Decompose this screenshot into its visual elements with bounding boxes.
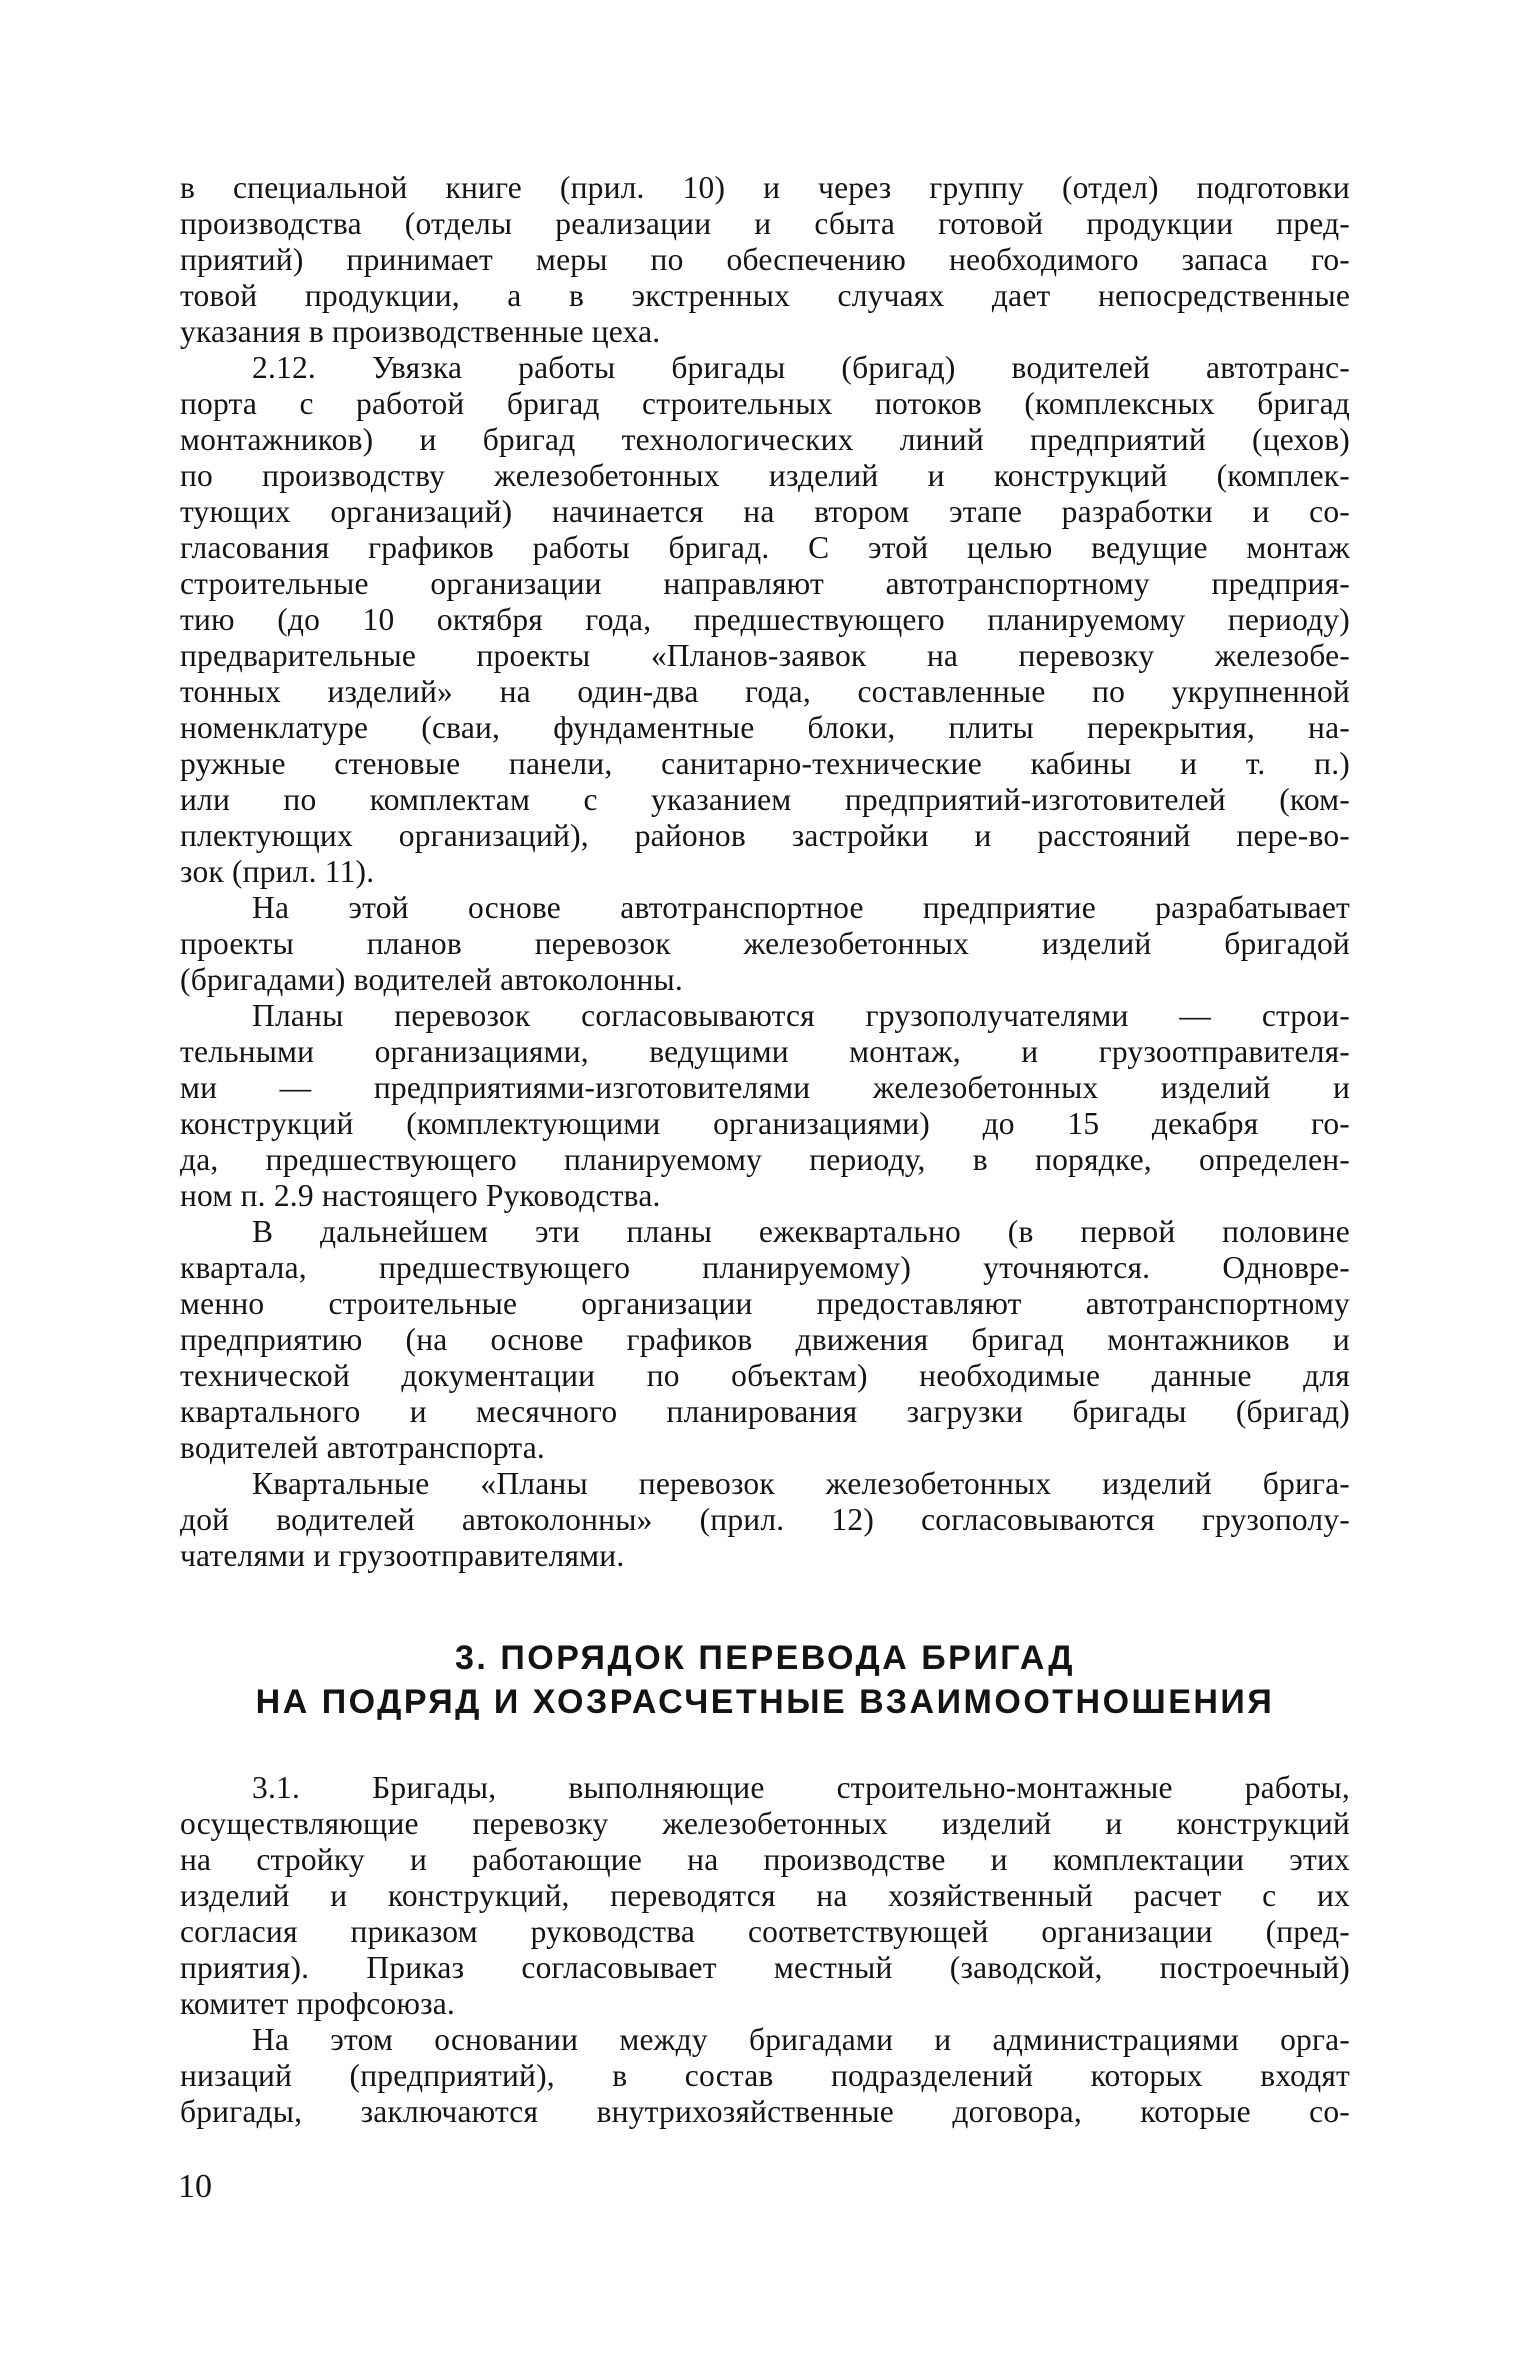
body-text-block-1: [180, 170, 1350, 1574]
text-line: водителей автотранспорта.: [180, 1430, 545, 1465]
text-line: В дальнейшем эти планы ежеквартально (в первой половине: [252, 1214, 1350, 1249]
text-line: квартального и месячного планирования загрузки бригады (бригад): [180, 1394, 1350, 1429]
text-line: товой продукции, а в экстренных случаях дает непосредственные: [180, 278, 1350, 313]
text-line: порта с работой бригад строительных потоков (комплексных бригад: [180, 386, 1350, 421]
text-line: указания в производственные цеха.: [180, 314, 661, 349]
text-line: согласия приказом руководства соответствующей организации (пред-: [180, 1914, 1350, 1949]
text-line: дой водителей автоколонны» (прил. 12) согласовываются грузополу-: [180, 1502, 1350, 1537]
text-line: приятий) принимает меры по обеспечению необходимого запаса го-: [180, 242, 1350, 277]
text-line: тующих организаций) начинается на втором этапе разработки и со-: [180, 494, 1350, 529]
text-line: чателями и грузоотправителями.: [180, 1538, 625, 1573]
text-line: предприятию (на основе графиков движения бригад монтажников и: [180, 1322, 1350, 1357]
body-text-block-2: [180, 1770, 1350, 2130]
text-line: На этом основании между бригадами и администрациями орга-: [252, 2022, 1350, 2057]
text-line: или по комплектам с указанием предприятий-изготовителей (ком-: [180, 782, 1350, 817]
text-line: менно строительные организации предоставляют автотранспортному: [180, 1286, 1350, 1321]
text-line: ми — предприятиями-изготовителями железобетонных изделий и: [180, 1070, 1350, 1105]
text-line: изделий и конструкций, переводятся на хозяйственный расчет с их: [180, 1878, 1350, 1913]
text-line: плектующих организаций), районов застройки и расстояний пере-во-: [180, 818, 1350, 853]
page-number: 10: [178, 2168, 212, 2205]
text-line: тию (до 10 октября года, предшествующего планируемому периоду): [180, 602, 1350, 637]
text-line: проекты планов перевозок железобетонных изделий бригадой: [180, 926, 1350, 961]
text-line: номенклатуре (сваи, фундаментные блоки, плиты перекрытия, на-: [180, 710, 1350, 745]
text-line: бригады, заключаются внутрихозяйственные договора, которые со-: [180, 2094, 1350, 2129]
text-line: Планы перевозок согласовываются грузополучателями — строи-: [252, 998, 1350, 1033]
text-line: гласования графиков работы бригад. С этой целью ведущие монтаж: [180, 530, 1350, 565]
text-line: тельными организациями, ведущими монтаж, и грузоотправителя-: [180, 1034, 1350, 1069]
text-line: по производству железобетонных изделий и конструкций (комплек-: [180, 458, 1350, 493]
text-line: ном п. 2.9 настоящего Руководства.: [180, 1178, 661, 1213]
text-line: строительные организации направляют автотранспортному предприя-: [180, 566, 1350, 601]
text-line: на стройку и работающие на производстве и комплектации этих: [180, 1842, 1350, 1877]
section-heading: [180, 1636, 1350, 1724]
text-line: предварительные проекты «Планов-заявок на перевозку железобе-: [180, 638, 1350, 673]
text-line: производства (отделы реализации и сбыта готовой продукции пред-: [180, 206, 1350, 241]
text-line: приятия). Приказ согласовывает местный (заводской, построечный): [180, 1950, 1350, 1985]
text-line: тонных изделий» на один-два года, составленные по укрупненной: [180, 674, 1350, 709]
section-heading-line-2: НА ПОДРЯД И ХОЗРАСЧЕТНЫЕ ВЗАИМООТНОШЕНИЯ: [255, 1683, 1275, 1721]
text-line: ружные стеновые панели, санитарно-технические кабины и т. п.): [180, 746, 1350, 781]
text-line: осуществляющие перевозку железобетонных изделий и конструкций: [180, 1806, 1350, 1841]
text-line: (бригадами) водителей автоколонны.: [180, 962, 683, 997]
text-line: конструкций (комплектующими организациями) до 15 декабря го-: [180, 1106, 1350, 1141]
text-line: монтажников) и бригад технологических линий предприятий (цехов): [180, 422, 1350, 457]
text-line: зок (прил. 11).: [180, 854, 375, 889]
section-heading-line-1: 3. ПОРЯДОК ПЕРЕВОДА БРИГАД: [455, 1639, 1075, 1677]
text-line: в специальной книге (прил. 10) и через группу (отдел) подготовки: [180, 170, 1350, 205]
text-line: 2.12. Увязка работы бригады (бригад) водителей автотранс-: [252, 350, 1350, 385]
text-line: комитет профсоюза.: [180, 1986, 455, 2021]
text-line: На этой основе автотранспортное предприятие разрабатывает: [252, 890, 1350, 925]
text-line: технической документации по объектам) необходимые данные для: [180, 1358, 1350, 1393]
text-line: да, предшествующего планируемому периоду, в порядке, определен-: [180, 1142, 1350, 1177]
text-line: 3.1. Бригады, выполняющие строительно-монтажные работы,: [252, 1770, 1350, 1805]
text-line: квартала, предшествующего планируемому) уточняются. Одновре-: [180, 1250, 1350, 1285]
text-line: низаций (предприятий), в состав подразделений которых входят: [180, 2058, 1350, 2093]
text-line: Квартальные «Планы перевозок железобетонных изделий брига-: [252, 1466, 1350, 1501]
